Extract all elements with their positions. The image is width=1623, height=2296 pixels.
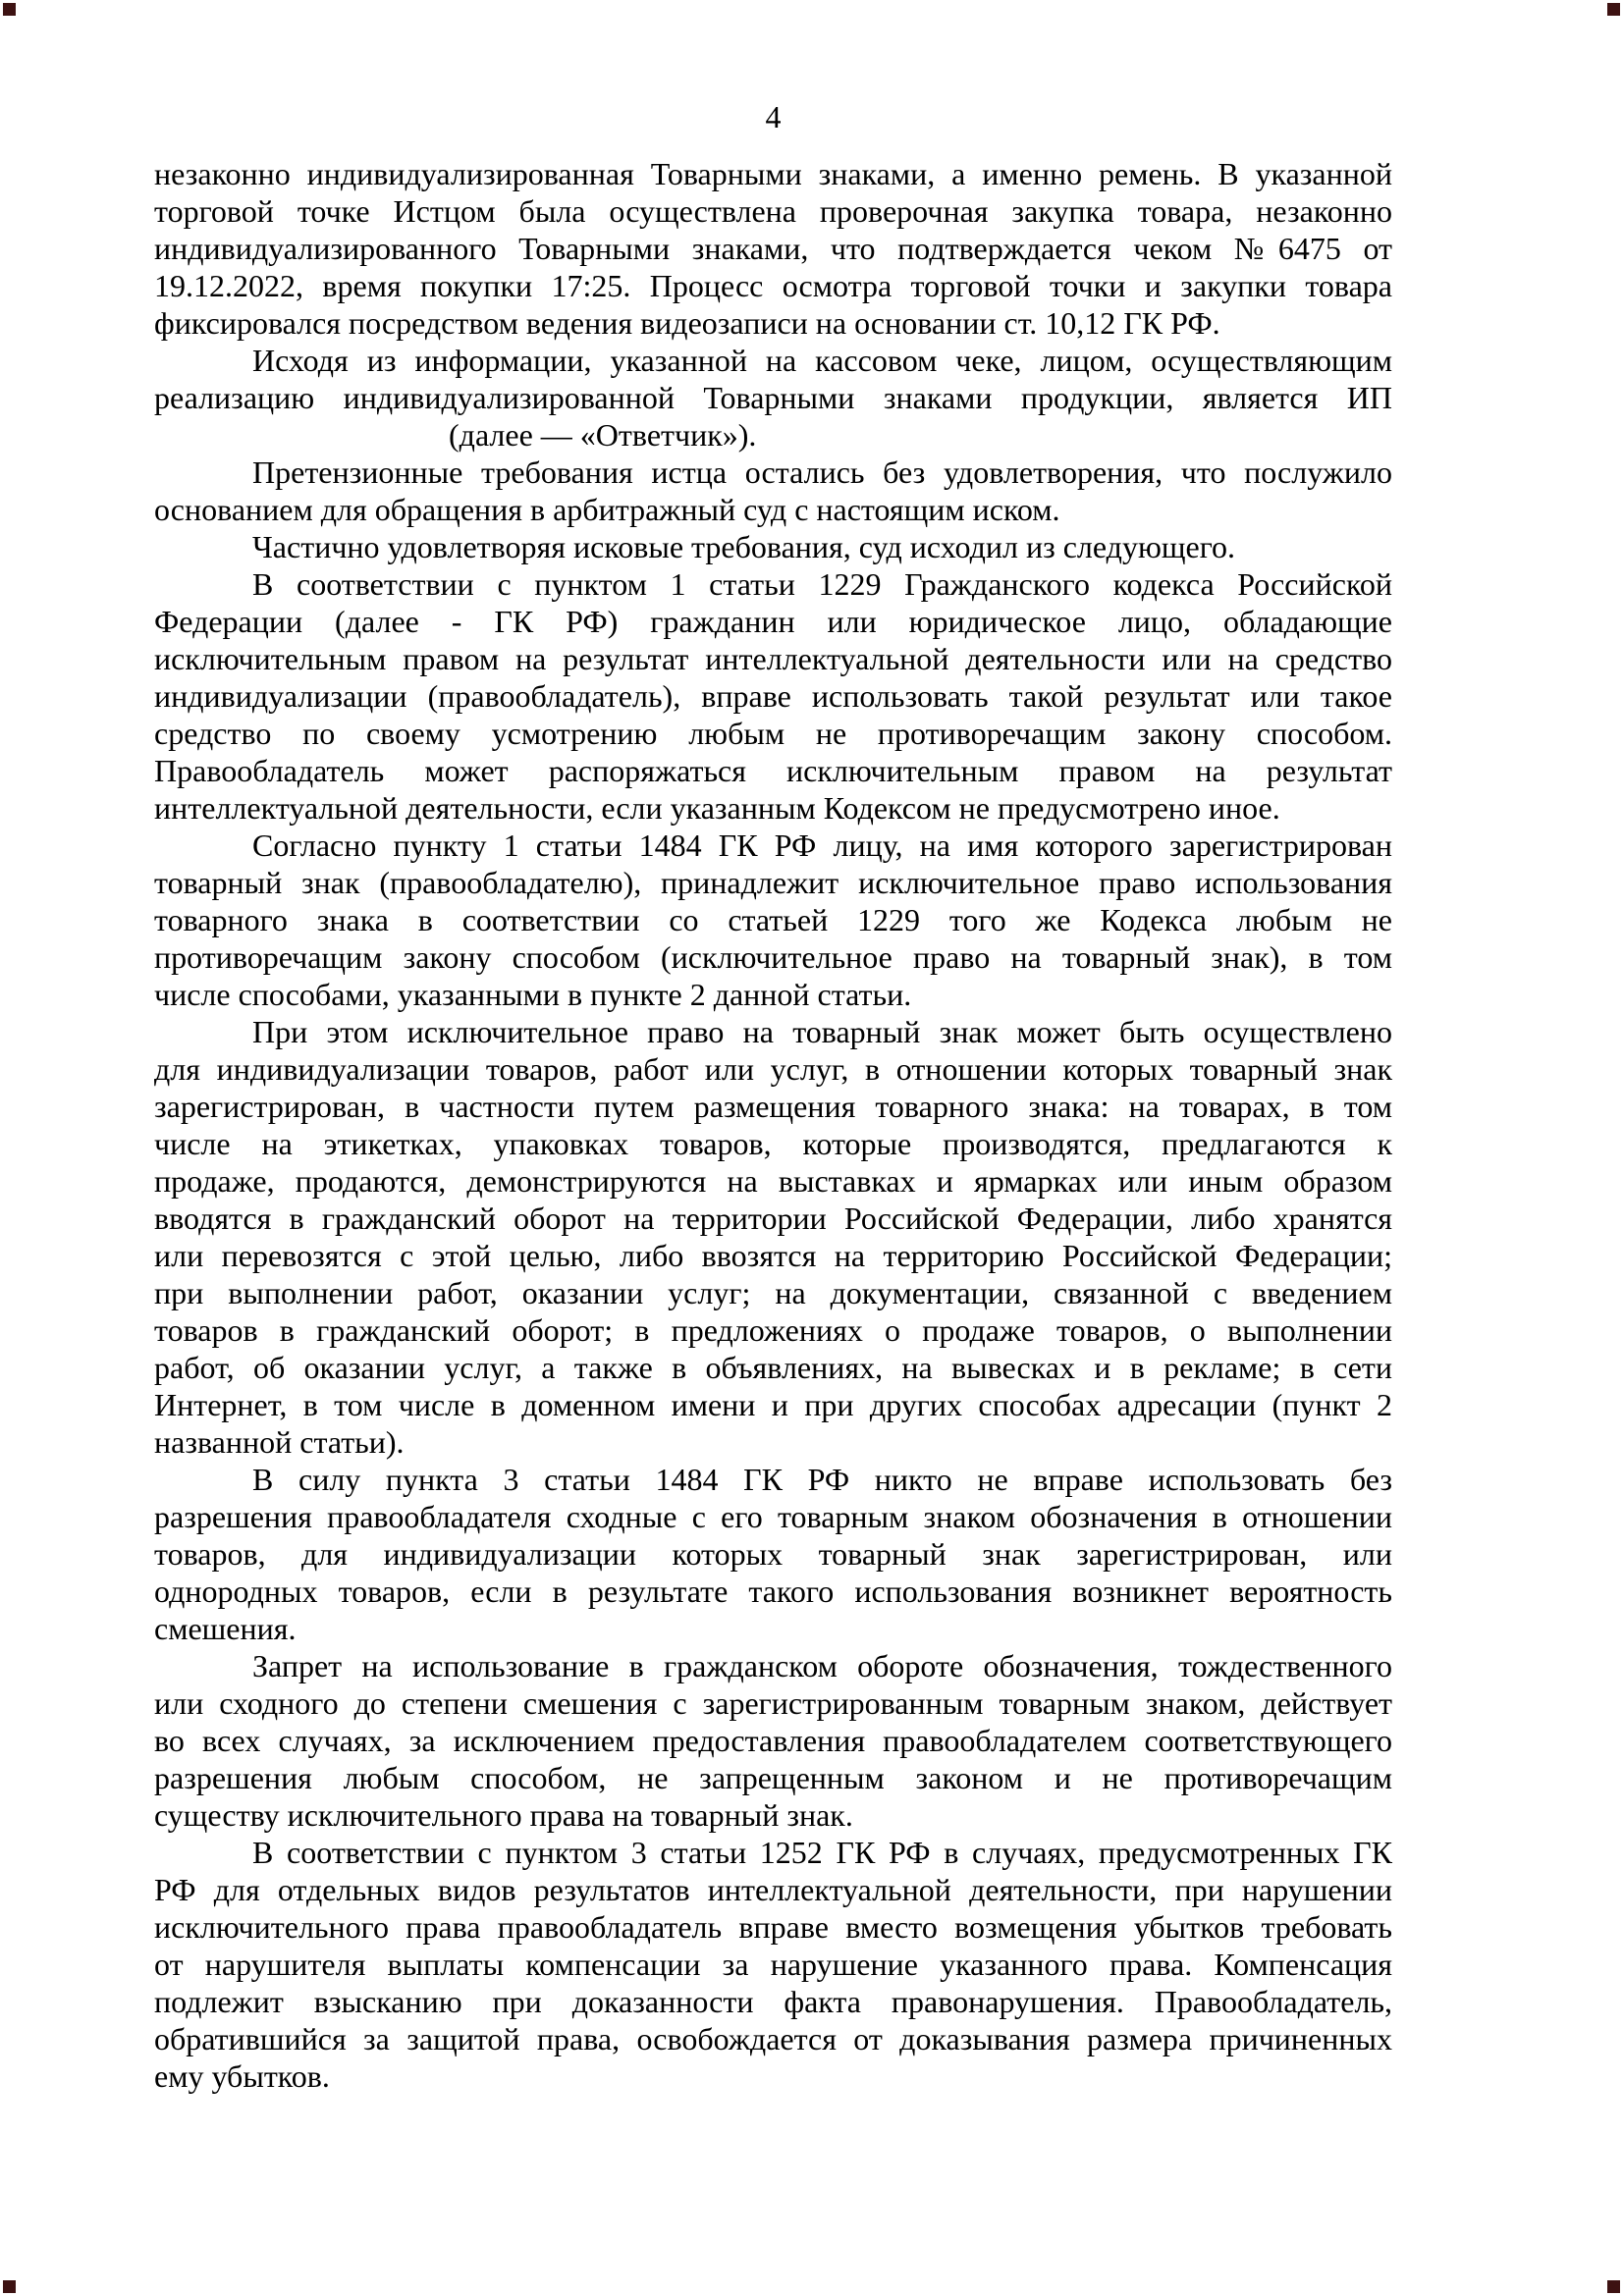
text-line: противоречащим закону способом (исключительное право на товарный знак), в том [154, 939, 1392, 975]
text-line: однородных товаров, если в результате такого использования возникнет вероятность [154, 1574, 1392, 1609]
text-line: от нарушителя выплаты компенсации за нарушение указанного права. Компенсация [154, 1947, 1392, 1982]
text-line: РФ для отдельных видов результатов интеллектуальной деятельности, при нарушении [154, 1872, 1392, 1907]
text-line: средство по своему усмотрению любым не противоречащим закону способом. [154, 716, 1392, 751]
paragraph-2 [154, 342, 1392, 454]
text-line: подлежит взысканию при доказанности факта правонарушения. Правообладатель, [154, 1984, 1392, 2019]
text-line: Запрет на использование в гражданском обороте обозначения, тождественного [252, 1648, 1392, 1683]
text-line: товаров, для индивидуализации которых товарный знак зарегистрирован, или [154, 1536, 1392, 1572]
text-line: товарного знака в соответствии со статьей 1229 того же Кодекса любым не [154, 902, 1392, 937]
document-body [154, 155, 1392, 2095]
paragraph-10 [154, 1834, 1392, 2095]
text-line: Претензионные требования истца остались без удовлетворения, что послужило [252, 454, 1392, 490]
paragraph-7 [154, 1013, 1392, 1461]
paragraph-5 [154, 565, 1392, 827]
text-line: во всех случаях, за исключением предоставления правообладателем соответствующего [154, 1723, 1392, 1758]
text-line: или сходного до степени смешения с зарегистрированным товарным знаком, действует [154, 1685, 1392, 1721]
text-line: В соответствии с пунктом 3 статьи 1252 ГК РФ в случаях, предусмотренных ГК [252, 1835, 1392, 1870]
text-line: Интернет, в том числе в доменном имени и при других способах адресации (пункт 2 [154, 1387, 1392, 1422]
text-line: основанием для обращения в арбитражный суд с настоящим иском. [154, 492, 1060, 527]
paragraph-6 [154, 827, 1392, 1013]
text-line: числе на этикетках, упаковках товаров, которые производятся, предлагаются к [154, 1126, 1392, 1161]
text-line: 19.12.2022, время покупки 17:25. Процесс осмотра торговой точки и закупки товара [154, 268, 1392, 303]
text-line: Согласно пункту 1 статьи 1484 ГК РФ лицу, на имя которого зарегистрирован [252, 828, 1392, 863]
scan-corner-mark-bottom-left [3, 2280, 16, 2293]
text-line: или перевозятся с этой целью, либо ввозятся на территорию Российской Федерации; [154, 1238, 1392, 1273]
text-line: В соответствии с пунктом 1 статьи 1229 Гражданского кодекса Российской [252, 566, 1392, 602]
page-number: 4 [765, 99, 782, 134]
paragraph-4 [154, 528, 1392, 565]
text-line: фиксировался посредством ведения видеозаписи на основании ст. 10,12 ГК РФ. [154, 305, 1220, 341]
text-line: индивидуализированного Товарными знаками, что подтверждается чеком №6475 от [154, 231, 1392, 266]
text-line: при выполнении работ, оказании услуг; на документации, связанной с введением [154, 1275, 1392, 1310]
text-line: ему убытков. [154, 2058, 330, 2094]
text-line: обратившийся за защитой права, освобождается от доказывания размера причиненных [154, 2021, 1392, 2056]
text-line: исключительным правом на результат интеллектуальной деятельности или на средство [154, 641, 1392, 676]
text-line: исключительного права правообладатель вправе вместо возмещения убытков требовать [154, 1909, 1392, 1945]
paragraph-8 [154, 1461, 1392, 1647]
text-line: названной статьи). [154, 1424, 405, 1460]
paragraph-1 [154, 155, 1392, 342]
text-line: торговой точке Истцом была осуществлена проверочная закупка товара, незаконно [154, 193, 1392, 229]
text-line: смешения. [154, 1611, 297, 1646]
text-line: (далее — «Ответчик»). [449, 417, 757, 453]
scan-corner-mark-bottom-right [1607, 2280, 1620, 2293]
text-line: для индивидуализации товаров, работ или услуг, в отношении которых товарный знак [154, 1051, 1392, 1087]
text-line: В силу пункта 3 статьи 1484 ГК РФ никто не вправе использовать без [252, 1462, 1392, 1497]
text-line: работ, об оказании услуг, а также в объявлениях, на вывесках и в рекламе; в сети [154, 1350, 1392, 1385]
text-line: разрешения любым способом, не запрещенным законом и не противоречащим [154, 1760, 1392, 1795]
text-line: существу исключительного права на товарный знак. [154, 1797, 853, 1833]
text-line: Частично удовлетворяя исковые требования, суд исходил из следующего. [252, 529, 1236, 564]
paragraph-9 [154, 1647, 1392, 1834]
scan-corner-mark-top-left [3, 3, 16, 16]
text-line: При этом исключительное право на товарный знак может быть осуществлено [252, 1014, 1392, 1049]
text-line: интеллектуальной деятельности, если указанным Кодексом не предусмотрено иное. [154, 790, 1280, 826]
text-line: товарный знак (правообладателю), принадлежит исключительное право использования [154, 865, 1392, 900]
text-line: незаконно индивидуализированная Товарными знаками, а именно ремень. В указанной [154, 156, 1392, 191]
text-line: разрешения правообладателя сходные с его товарным знаком обозначения в отношении [154, 1499, 1392, 1534]
text-line: зарегистрирован, в частности путем размещения товарного знака: на товарах, в том [154, 1089, 1392, 1124]
text-line: Исходя из информации, указанной на кассовом чеке, лицом, осуществляющим [252, 343, 1392, 378]
text-line: товаров в гражданский оборот; в предложениях о продаже товаров, о выполнении [154, 1312, 1392, 1348]
scan-corner-mark-top-right [1607, 3, 1620, 16]
text-line: Федерации (далее - ГК РФ) гражданин или юридическое лицо, обладающие [154, 604, 1392, 639]
text-line: числе способами, указанными в пункте 2 данной статьи. [154, 977, 912, 1012]
text-line: индивидуализации (правообладатель), вправе использовать такой результат или такое [154, 678, 1392, 714]
paragraph-3 [154, 454, 1392, 528]
text-line: продаже, продаются, демонстрируются на выставках и ярмарках или иным образом [154, 1163, 1392, 1199]
text-line: Правообладатель может распоряжаться исключительным правом на результат [154, 753, 1392, 788]
text-line: реализацию индивидуализированной Товарными знаками продукции, является ИП [154, 380, 1392, 415]
text-line: вводятся в гражданский оборот на территории Российской Федерации, либо хранятся [154, 1201, 1392, 1236]
